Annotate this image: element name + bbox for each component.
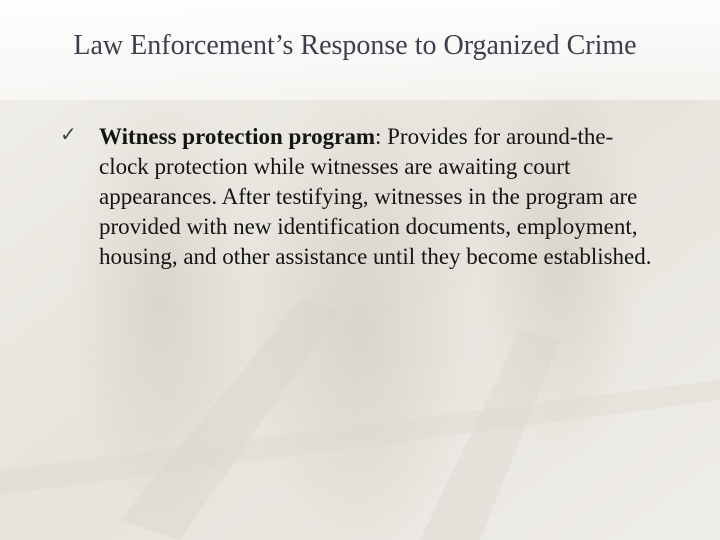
checkmark-icon: ✓ — [60, 122, 77, 146]
bullet-description: Provides for around-the-clock protection while witnesses are awaiting court appearances. After testifying, witnesses in the program are provided with new identification documents, employment, housing, and other assistance until they become established. — [99, 124, 652, 269]
bullet-separator: : — [375, 124, 388, 149]
slide-title: Law Enforcement’s Response to Organized Crime — [73, 30, 637, 61]
bullet-text — [99, 122, 659, 272]
bullet-term: Witness protection program — [99, 124, 375, 149]
